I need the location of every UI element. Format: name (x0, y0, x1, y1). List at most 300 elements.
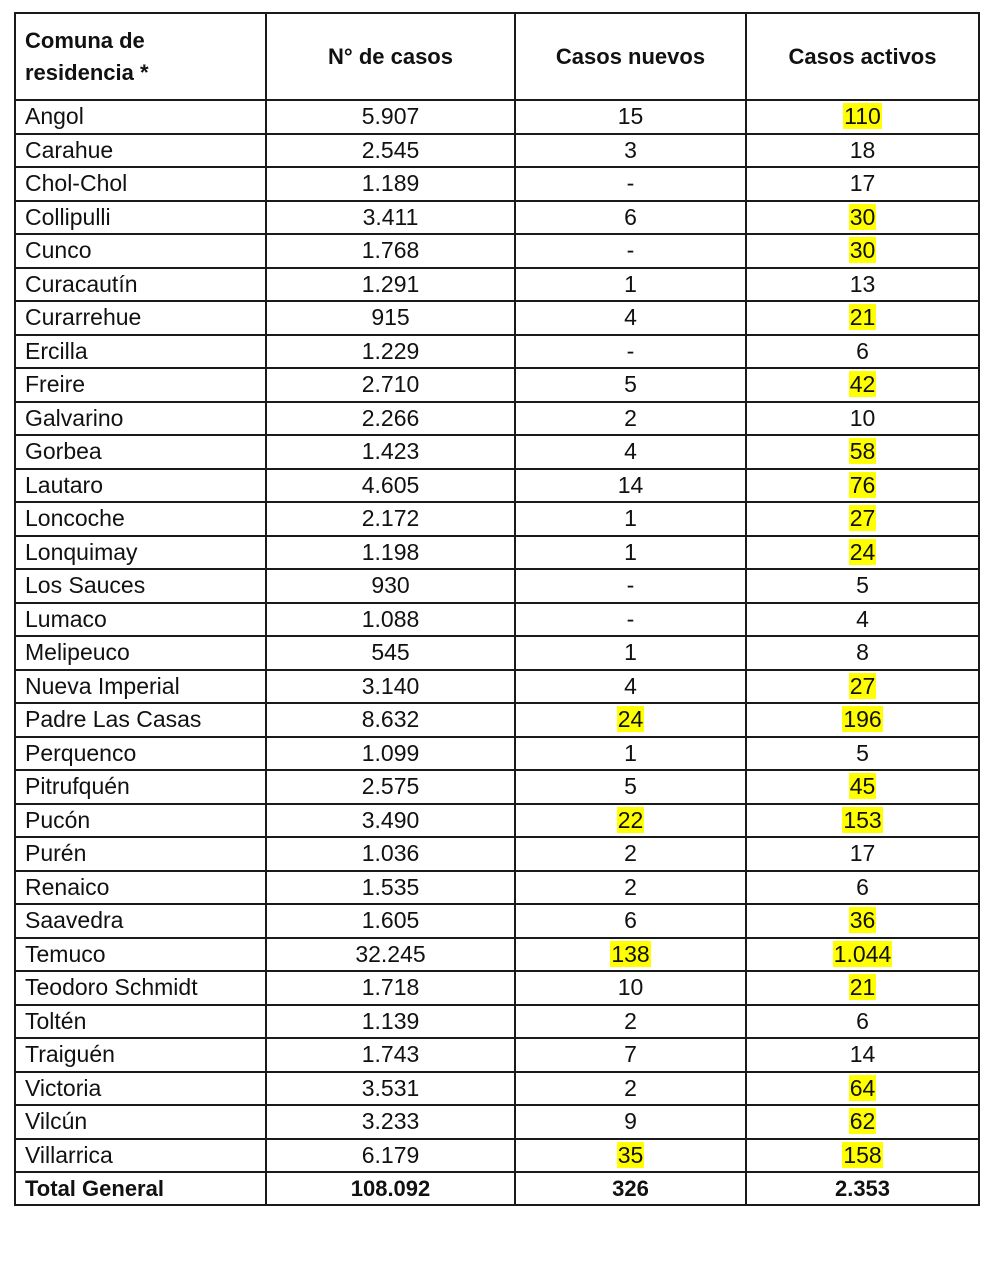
cell-comuna-value: Galvarino (25, 404, 124, 431)
cell-casos-nuevos (515, 402, 746, 436)
cell-comuna (15, 469, 266, 503)
cell-casos-activos-value: 5 (856, 572, 869, 599)
cell-casos-nuevos-value: 35 (617, 1141, 644, 1168)
cell-n-casos-value: 3.490 (361, 806, 420, 833)
cell-comuna (15, 737, 266, 771)
cell-comuna (15, 1005, 266, 1039)
cell-n-casos-value: 1.535 (361, 873, 420, 900)
table-row (15, 636, 979, 670)
cell-n-casos (266, 971, 515, 1005)
cell-comuna-value: Pucón (25, 806, 91, 833)
cell-casos-activos-value: 62 (849, 1108, 876, 1135)
cell-casos-nuevos (515, 737, 746, 771)
cell-comuna (15, 1105, 266, 1139)
cell-comuna-value: Nueva Imperial (25, 672, 180, 699)
cell-comuna-value: Pitrufquén (25, 773, 130, 800)
table-row (15, 268, 979, 302)
cell-n-casos (266, 335, 515, 369)
cell-n-casos-value: 915 (371, 304, 410, 331)
cell-comuna (15, 770, 266, 804)
cell-n-casos (266, 167, 515, 201)
cell-casos-activos (746, 234, 979, 268)
cell-casos-nuevos (515, 603, 746, 637)
cell-n-casos (266, 435, 515, 469)
cell-n-casos (266, 469, 515, 503)
cell-n-casos-value: 1.036 (361, 840, 420, 867)
cell-casos-activos-value: 24 (849, 538, 876, 565)
cell-casos-activos-value: 158 (843, 1141, 882, 1168)
cell-comuna (15, 904, 266, 938)
cell-comuna (15, 1038, 266, 1072)
table-row (15, 1139, 979, 1173)
cell-casos-nuevos-value: 1 (624, 739, 637, 766)
cell-casos-nuevos-value: 1 (624, 639, 637, 666)
cell-casos-activos-value: 17 (849, 840, 876, 867)
total-label: Total General (15, 1172, 266, 1205)
cell-casos-nuevos-value: 15 (617, 103, 644, 130)
cell-casos-nuevos-value: 22 (617, 806, 644, 833)
total-nuevos: 326 (515, 1172, 746, 1205)
cell-casos-activos-value: 18 (849, 136, 876, 163)
table-row (15, 469, 979, 503)
cell-casos-activos-value: 5 (856, 739, 869, 766)
cell-casos-activos (746, 904, 979, 938)
table-row (15, 871, 979, 905)
cell-comuna-value: Renaico (25, 873, 110, 900)
cell-casos-nuevos (515, 536, 746, 570)
cell-comuna (15, 670, 266, 704)
cell-comuna-value: Teodoro Schmidt (25, 974, 198, 1001)
cell-n-casos-value: 5.907 (361, 103, 420, 130)
cell-n-casos-value: 1.768 (361, 237, 420, 264)
cell-comuna (15, 402, 266, 436)
cell-casos-nuevos (515, 268, 746, 302)
cell-casos-nuevos-value: 9 (624, 1108, 637, 1135)
cell-n-casos-value: 2.575 (361, 773, 420, 800)
cell-casos-nuevos (515, 502, 746, 536)
cell-casos-nuevos (515, 134, 746, 168)
cell-casos-activos (746, 435, 979, 469)
cell-casos-activos (746, 703, 979, 737)
cell-casos-activos-value: 153 (843, 806, 882, 833)
cell-casos-activos (746, 569, 979, 603)
cell-casos-nuevos-value: 1 (624, 270, 637, 297)
cell-casos-nuevos-value: 14 (617, 471, 644, 498)
header-casos-nuevos: Casos nuevos (515, 13, 746, 100)
cell-comuna (15, 435, 266, 469)
cell-comuna-value: Freire (25, 371, 86, 398)
table-row (15, 569, 979, 603)
cell-casos-activos-value: 58 (849, 438, 876, 465)
cell-n-casos-value: 930 (371, 572, 410, 599)
cell-n-casos-value: 1.291 (361, 270, 420, 297)
cell-n-casos (266, 871, 515, 905)
cell-casos-activos (746, 603, 979, 637)
table-row (15, 670, 979, 704)
cell-casos-activos (746, 837, 979, 871)
cell-casos-nuevos-value: 6 (624, 907, 637, 934)
cases-table (14, 12, 980, 1206)
cell-comuna (15, 1072, 266, 1106)
cell-comuna (15, 100, 266, 134)
cell-n-casos (266, 603, 515, 637)
header-row (15, 13, 979, 100)
cell-comuna-value: Vilcún (25, 1108, 88, 1135)
cell-n-casos (266, 837, 515, 871)
cell-n-casos-value: 2.710 (361, 371, 420, 398)
cell-casos-activos (746, 770, 979, 804)
cell-casos-nuevos-value: 2 (624, 873, 637, 900)
cell-casos-activos (746, 167, 979, 201)
cell-casos-activos (746, 502, 979, 536)
cell-casos-activos (746, 1072, 979, 1106)
cell-casos-nuevos-value: 6 (624, 203, 637, 230)
cell-n-casos (266, 670, 515, 704)
cell-comuna-value: Loncoche (25, 505, 125, 532)
cell-casos-nuevos (515, 636, 746, 670)
cell-casos-activos (746, 971, 979, 1005)
cell-n-casos (266, 100, 515, 134)
cell-casos-activos-value: 10 (849, 404, 876, 431)
cell-casos-activos (746, 134, 979, 168)
cell-casos-activos (746, 636, 979, 670)
cell-casos-nuevos (515, 904, 746, 938)
cell-comuna-value: Saavedra (25, 907, 124, 934)
cell-casos-activos (746, 536, 979, 570)
cell-casos-nuevos-value: 2 (624, 840, 637, 867)
cell-n-casos (266, 134, 515, 168)
cell-comuna-value: Victoria (25, 1074, 102, 1101)
cell-casos-nuevos (515, 1005, 746, 1039)
cell-casos-activos (746, 670, 979, 704)
cell-n-casos-value: 1.139 (361, 1007, 420, 1034)
table-row (15, 134, 979, 168)
cell-casos-activos-value: 1.044 (833, 940, 892, 967)
cell-casos-nuevos (515, 167, 746, 201)
cell-casos-nuevos (515, 1072, 746, 1106)
cell-n-casos (266, 268, 515, 302)
cell-n-casos-value: 1.099 (361, 739, 420, 766)
cell-comuna-value: Toltén (25, 1007, 87, 1034)
table-body (15, 100, 979, 1172)
cell-comuna-value: Carahue (25, 136, 114, 163)
cell-casos-nuevos-value: 4 (624, 304, 637, 331)
cell-comuna-value: Traiguén (25, 1041, 115, 1068)
cell-casos-nuevos-value: - (626, 170, 635, 197)
cell-n-casos (266, 904, 515, 938)
cell-n-casos (266, 703, 515, 737)
cell-casos-nuevos-value: - (626, 237, 635, 264)
cell-casos-activos-value: 196 (843, 706, 882, 733)
cell-n-casos (266, 1038, 515, 1072)
table-row (15, 167, 979, 201)
table-row (15, 402, 979, 436)
cell-casos-nuevos (515, 368, 746, 402)
cell-n-casos (266, 804, 515, 838)
cell-n-casos (266, 938, 515, 972)
cell-casos-nuevos (515, 301, 746, 335)
cell-n-casos-value: 1.088 (361, 605, 420, 632)
table-row (15, 603, 979, 637)
total-row (15, 1172, 979, 1205)
header-n-casos: N° de casos (266, 13, 515, 100)
table-row (15, 201, 979, 235)
cell-casos-activos-value: 64 (849, 1074, 876, 1101)
cell-comuna-value: Villarrica (25, 1141, 113, 1168)
cell-casos-nuevos (515, 234, 746, 268)
cell-casos-activos-value: 6 (856, 337, 869, 364)
cell-casos-activos-value: 45 (849, 773, 876, 800)
cell-n-casos-value: 1.229 (361, 337, 420, 364)
table-row (15, 100, 979, 134)
cell-casos-nuevos-value: 3 (624, 136, 637, 163)
cell-comuna-value: Collipulli (25, 203, 111, 230)
cell-casos-activos (746, 335, 979, 369)
cell-casos-nuevos (515, 770, 746, 804)
cell-comuna-value: Ercilla (25, 337, 88, 364)
cell-casos-activos (746, 1105, 979, 1139)
cell-casos-activos-value: 36 (849, 907, 876, 934)
table-row (15, 435, 979, 469)
cell-casos-nuevos (515, 1038, 746, 1072)
cell-n-casos-value: 32.245 (355, 940, 426, 967)
cell-n-casos-value: 3.531 (361, 1074, 420, 1101)
table-row (15, 703, 979, 737)
total-casos: 108.092 (266, 1172, 515, 1205)
cell-comuna (15, 1139, 266, 1173)
cell-casos-nuevos (515, 871, 746, 905)
cell-casos-activos (746, 268, 979, 302)
cell-casos-nuevos (515, 1139, 746, 1173)
cell-n-casos (266, 402, 515, 436)
cell-n-casos (266, 368, 515, 402)
cell-casos-nuevos-value: 1 (624, 505, 637, 532)
cell-comuna-value: Purén (25, 840, 87, 867)
cell-comuna (15, 636, 266, 670)
cell-casos-activos (746, 938, 979, 972)
cell-n-casos-value: 6.179 (361, 1141, 420, 1168)
cell-casos-nuevos (515, 469, 746, 503)
cell-casos-activos-value: 6 (856, 1007, 869, 1034)
cell-comuna (15, 201, 266, 235)
table-row (15, 368, 979, 402)
table-row (15, 502, 979, 536)
cell-casos-nuevos (515, 435, 746, 469)
cell-comuna (15, 837, 266, 871)
cell-n-casos (266, 770, 515, 804)
cell-comuna-value: Lonquimay (25, 538, 138, 565)
table-row (15, 1105, 979, 1139)
cell-casos-nuevos (515, 100, 746, 134)
cell-comuna (15, 368, 266, 402)
cell-n-casos (266, 569, 515, 603)
cell-casos-activos-value: 110 (844, 103, 881, 130)
cell-comuna-value: Perquenco (25, 739, 137, 766)
cell-casos-nuevos-value: 10 (617, 974, 644, 1001)
header-casos-activos: Casos activos (746, 13, 979, 100)
cell-comuna-value: Angol (25, 103, 84, 130)
cell-casos-nuevos-value: 138 (611, 940, 650, 967)
table-row (15, 737, 979, 771)
cell-comuna-value: Melipeuco (25, 639, 130, 666)
cell-casos-activos (746, 402, 979, 436)
cell-casos-activos-value: 8 (856, 639, 869, 666)
cell-casos-activos (746, 201, 979, 235)
cell-casos-activos-value: 21 (849, 974, 876, 1001)
cell-comuna (15, 971, 266, 1005)
cell-n-casos-value: 2.545 (361, 136, 420, 163)
table-row (15, 301, 979, 335)
cell-n-casos-value: 1.189 (361, 170, 420, 197)
cell-comuna-value: Curarrehue (25, 304, 142, 331)
cell-n-casos-value: 3.140 (361, 672, 420, 699)
cell-n-casos-value: 3.411 (362, 203, 419, 230)
cell-comuna (15, 134, 266, 168)
cell-comuna-value: Lautaro (25, 471, 104, 498)
cell-casos-activos (746, 1139, 979, 1173)
cell-n-casos (266, 737, 515, 771)
cell-casos-nuevos (515, 1105, 746, 1139)
cell-comuna (15, 603, 266, 637)
cell-casos-activos-value: 27 (849, 672, 876, 699)
cell-casos-activos-value: 30 (849, 237, 876, 264)
cell-casos-nuevos (515, 703, 746, 737)
cell-n-casos (266, 1105, 515, 1139)
cell-comuna (15, 871, 266, 905)
cell-comuna-value: Cunco (25, 237, 92, 264)
cell-casos-nuevos (515, 335, 746, 369)
cell-casos-nuevos (515, 837, 746, 871)
cell-casos-nuevos-value: 2 (624, 404, 637, 431)
cell-casos-activos (746, 368, 979, 402)
table-row (15, 971, 979, 1005)
cell-casos-activos (746, 871, 979, 905)
cell-n-casos-value: 4.605 (361, 471, 420, 498)
cell-n-casos-value: 1.743 (361, 1041, 420, 1068)
cell-casos-nuevos-value: 4 (624, 672, 637, 699)
cell-n-casos (266, 502, 515, 536)
cell-n-casos-value: 2.266 (361, 404, 420, 431)
cell-casos-activos-value: 14 (849, 1041, 876, 1068)
cell-casos-nuevos (515, 804, 746, 838)
table-row (15, 837, 979, 871)
cell-casos-activos-value: 6 (856, 873, 869, 900)
cell-n-casos (266, 1005, 515, 1039)
cell-casos-nuevos-value: 24 (617, 706, 644, 733)
cell-comuna-value: Chol-Chol (25, 170, 128, 197)
cell-casos-nuevos (515, 201, 746, 235)
cell-casos-nuevos-value: - (626, 605, 635, 632)
table-row (15, 938, 979, 972)
cell-casos-nuevos-value: - (626, 337, 635, 364)
cell-casos-nuevos-value: 5 (624, 773, 637, 800)
cell-casos-activos (746, 804, 979, 838)
cell-casos-activos (746, 1038, 979, 1072)
cell-n-casos-value: 545 (371, 639, 410, 666)
table-row (15, 234, 979, 268)
cell-casos-nuevos-value: 4 (624, 438, 637, 465)
cell-casos-nuevos (515, 971, 746, 1005)
table-row (15, 536, 979, 570)
table-row (15, 1038, 979, 1072)
cell-comuna-value: Lumaco (25, 605, 107, 632)
cell-casos-activos (746, 1005, 979, 1039)
cell-n-casos-value: 1.423 (361, 438, 420, 465)
cell-casos-activos-value: 42 (849, 371, 876, 398)
cell-comuna (15, 804, 266, 838)
cell-n-casos-value: 1.718 (361, 974, 420, 1001)
cell-casos-activos-value: 76 (849, 471, 876, 498)
cell-comuna-value: Temuco (25, 940, 106, 967)
cell-casos-nuevos-value: - (626, 572, 635, 599)
total-activos: 2.353 (746, 1172, 979, 1205)
cell-casos-activos-value: 30 (849, 203, 876, 230)
cell-casos-nuevos (515, 670, 746, 704)
cell-n-casos (266, 234, 515, 268)
cell-casos-activos-value: 13 (849, 270, 876, 297)
table-row (15, 804, 979, 838)
table-row (15, 335, 979, 369)
cell-casos-nuevos-value: 2 (624, 1007, 637, 1034)
cell-comuna (15, 569, 266, 603)
cell-casos-activos-value: 27 (849, 505, 876, 532)
cell-n-casos-value: 1.198 (361, 538, 420, 565)
cell-comuna (15, 301, 266, 335)
cell-n-casos-value: 3.233 (361, 1108, 420, 1135)
cell-casos-activos-value: 21 (849, 304, 876, 331)
table-row (15, 904, 979, 938)
cell-casos-nuevos (515, 569, 746, 603)
cell-casos-nuevos-value: 1 (624, 538, 637, 565)
table-row (15, 1072, 979, 1106)
cell-n-casos (266, 1072, 515, 1106)
cell-n-casos-value: 2.172 (361, 505, 420, 532)
cell-n-casos (266, 301, 515, 335)
cell-comuna (15, 938, 266, 972)
cell-comuna (15, 703, 266, 737)
cell-comuna-value: Los Sauces (25, 572, 146, 599)
cell-casos-activos-value: 17 (849, 170, 876, 197)
cell-n-casos (266, 636, 515, 670)
table-row (15, 770, 979, 804)
cell-comuna (15, 502, 266, 536)
cell-n-casos (266, 536, 515, 570)
cell-comuna-value: Padre Las Casas (25, 706, 202, 733)
cell-casos-nuevos-value: 7 (624, 1041, 637, 1068)
cell-casos-activos (746, 301, 979, 335)
cell-n-casos (266, 201, 515, 235)
cell-casos-activos-value: 4 (856, 605, 869, 632)
cell-comuna (15, 536, 266, 570)
cell-n-casos-value: 8.632 (361, 706, 420, 733)
cell-comuna-value: Curacautín (25, 270, 138, 297)
header-comuna: Comuna de residencia * (15, 13, 266, 100)
cell-casos-nuevos (515, 938, 746, 972)
cell-n-casos (266, 1139, 515, 1173)
cell-casos-activos (746, 100, 979, 134)
cell-comuna (15, 268, 266, 302)
cell-n-casos-value: 1.605 (361, 907, 420, 934)
cell-comuna-value: Gorbea (25, 438, 102, 465)
table-row (15, 1005, 979, 1039)
cell-casos-activos (746, 469, 979, 503)
cell-comuna (15, 167, 266, 201)
cell-casos-nuevos-value: 5 (624, 371, 637, 398)
cell-comuna (15, 335, 266, 369)
cell-comuna (15, 234, 266, 268)
cell-casos-nuevos-value: 2 (624, 1074, 637, 1101)
cell-casos-activos (746, 737, 979, 771)
